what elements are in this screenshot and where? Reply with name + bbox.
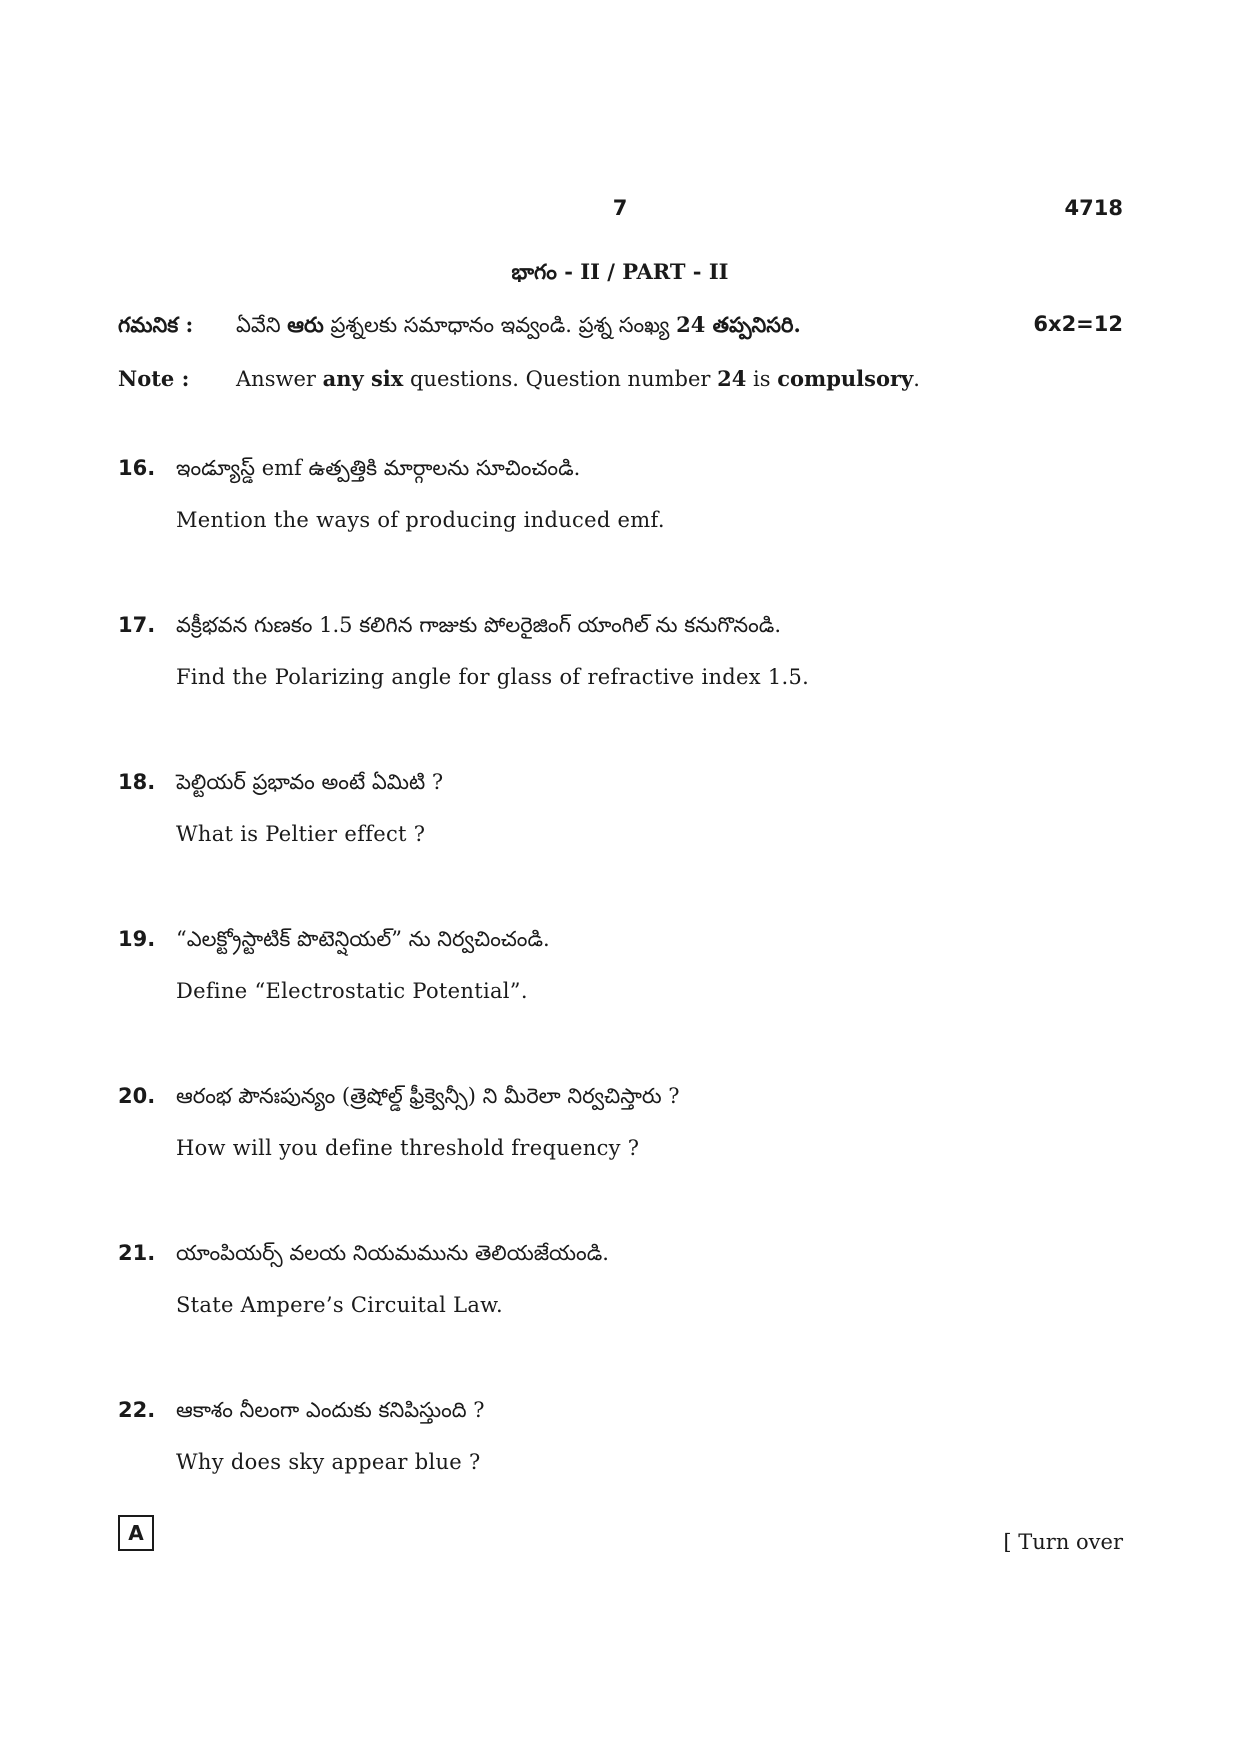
paper-code: 4718 (1064, 196, 1123, 220)
note-telugu-text: ఏవేని ఆరు ప్రశ్నలకు సమాధానం ఇవ్వండి. ప్రశ్న సంఖ్య 24 తప్పనిసరి. (236, 312, 801, 337)
question-telugu: ఇండ్యూస్డ్ emf ఉత్పత్తికి మార్గాలను సూచించండి. (176, 456, 581, 480)
question-telugu: ఆకాశం నీలంగా ఎందుకు కనిపిస్తుంది ? (176, 1398, 485, 1422)
question-english: Find the Polarizing angle for glass of refractive index 1.5. (176, 665, 810, 689)
question-number: 16. (118, 456, 156, 480)
note-english-text: Answer any six questions. Question number 24 is compulsory. (236, 366, 920, 391)
question-number: 22. (118, 1398, 156, 1422)
note-english-label: Note : (118, 366, 190, 391)
question-telugu: పెల్టియర్ ప్రభావం అంటే ఏమిటి ? (176, 770, 444, 794)
question-telugu: వక్రీభవన గుణకం 1.5 కలిగిన గాజుకు పోలరైజింగ్ యాంగిల్ ను కనుగొనండి. (176, 613, 781, 637)
part-title: భాగం - II / PART - II (511, 259, 729, 284)
question-english: What is Peltier effect ? (176, 822, 426, 846)
question-english: How will you define threshold frequency ? (176, 1136, 640, 1160)
question-english: Why does sky appear blue ? (176, 1450, 481, 1474)
question-english: Mention the ways of producing induced emf. (176, 508, 665, 532)
question-telugu: “ఎలక్ట్రోస్టాటిక్ పొటెన్షియల్” ను నిర్వచించండి. (176, 927, 550, 951)
question-telugu: ఆరంభ పౌనఃపున్యం (త్రెషోల్డ్ ఫ్రీక్వెన్సీ) ని మీరెలా నిర్వచిస్తారు ? (176, 1084, 680, 1108)
page-number: 7 (612, 196, 628, 220)
question-number: 19. (118, 927, 156, 951)
note-telugu-label: గమనిక : (118, 312, 194, 337)
question-number: 17. (118, 613, 156, 637)
set-code-box: A (118, 1515, 154, 1551)
turn-over-note: [ Turn over (1003, 1530, 1123, 1554)
question-telugu: యాంపియర్స్ వలయ నియమమును తెలియజేయండి. (176, 1241, 609, 1265)
question-number: 18. (118, 770, 156, 794)
marks-scheme: 6x2=12 (1033, 312, 1123, 336)
question-number: 20. (118, 1084, 156, 1108)
question-english: State Ampere’s Circuital Law. (176, 1293, 503, 1317)
question-english: Define “Electrostatic Potential”. (176, 979, 528, 1003)
question-number: 21. (118, 1241, 156, 1265)
